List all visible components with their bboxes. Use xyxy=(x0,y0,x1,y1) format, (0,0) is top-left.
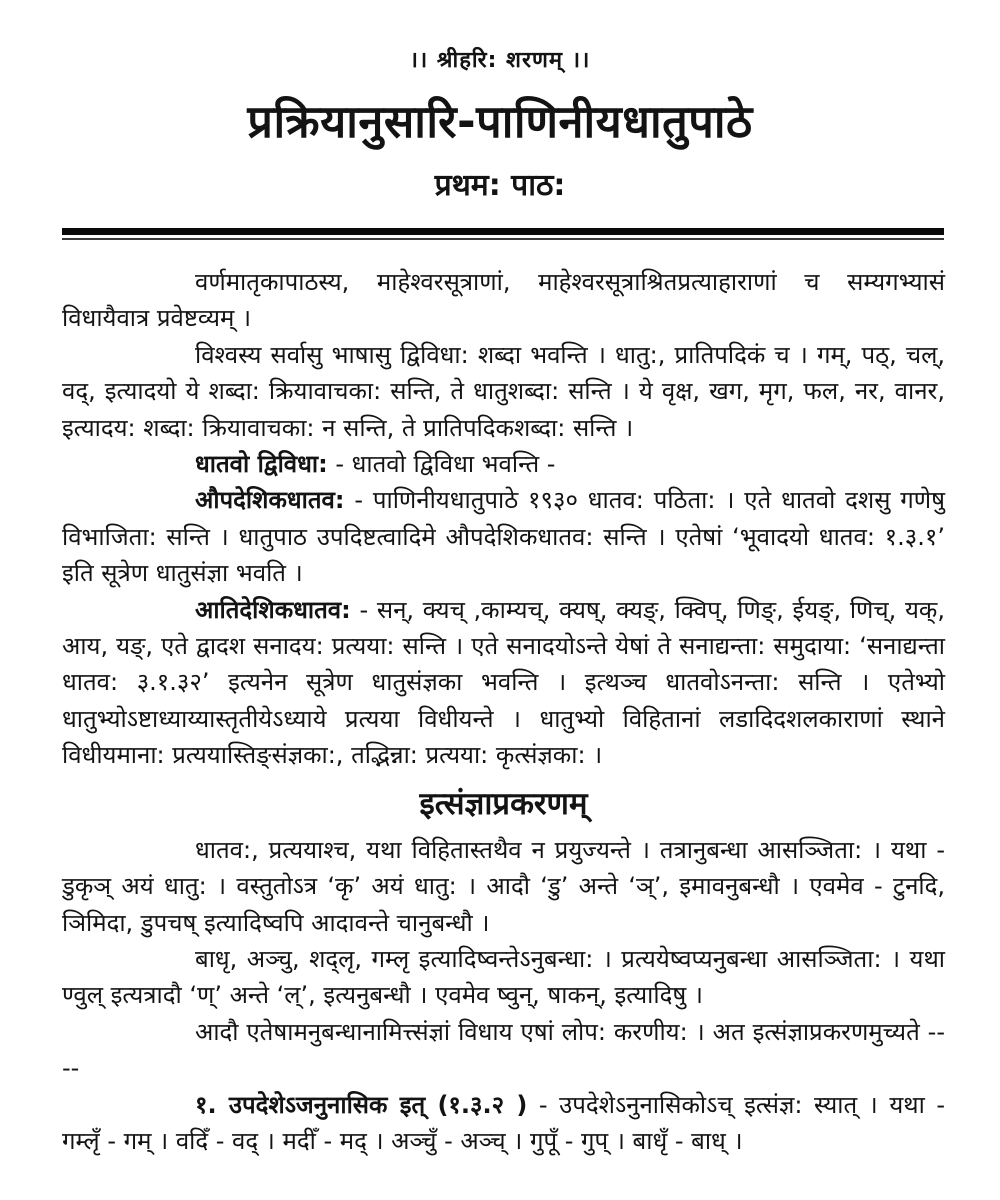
paragraph-lead: १. उपदेशेऽजनुनासिक इत् (१.३.२ ) xyxy=(195,1090,528,1119)
paragraph-text: आदौ एतेषामनुबन्धानामित्त्संज्ञां विधाय एषां लोप: करणीय: । अत इत्संज्ञाप्रकरणमुच्यते ---- xyxy=(62,1017,945,1083)
paragraph-text: - उपदेशेऽनुनासिकोऽच् इत्संज्ञ: स्यात् । यथा - गम्लृँ - गम् । वदिँ - वद् । मदीँ - मद् । अञ्चुँ - अञ्च् । गुपूँ - गुप् । बाधृँ - बाध् । xyxy=(62,1090,946,1155)
title-divider xyxy=(62,228,944,240)
paragraph xyxy=(62,1087,945,1160)
paragraph-lead: आतिदेशिकधातव: xyxy=(195,595,351,624)
paragraph xyxy=(62,446,945,482)
paragraph-text: वर्णमातृकापाठस्य, माहेश्वरसूत्राणां, माहेश्वरसूत्राश्रितप्रत्याहाराणां च सम्यगभ्यासं विधायैवात्र प्रवेष्टव्यम् । xyxy=(62,268,945,333)
lesson-subtitle: प्रथम: पाठ: xyxy=(434,168,566,203)
divider-thin-line xyxy=(62,238,944,240)
paragraph xyxy=(62,941,945,1014)
paragraph-text: विश्वस्य सर्वासु भाषासु द्विविधा: शब्दा भवन्ति । धातु:, प्रातिपदिकं च । गम्, पठ्, चल्, वद्, इत्यादयो ये शब्दा: क्रियावाचका: सन्ति, ते धातुशब्दा: सन्ति । ये वृक्ष, खग, मृग, फल, नर, वानर, इत्यादय: शब्दा: क्रियावाचका: न सन्ति, ते प्रातिपदिकशब्दा: सन्ति । xyxy=(62,340,945,442)
paragraph-text: - पाणिनीयधातुपाठे १९३० धातव: पठिता: । एते धातवो दशसु गणेषु विभाजिता: सन्ति । धातुपाठ उपदिष्टत्वादिमे औपदेशिकधातव: सन्ति । एतेषां ‘भूवादयो धातव: १.३.१’ इति सूत्रेण धातुसंज्ञा भवति । xyxy=(62,486,945,588)
paragraph xyxy=(62,832,945,941)
paragraph xyxy=(62,264,945,337)
page-title: प्रक्रियानुसारि-पाणिनीयधातुपाठे xyxy=(247,95,753,148)
paragraph-lead: औपदेशिकधातव: xyxy=(195,486,345,515)
paragraph-text: - सन्, क्यच् ,काम्यच्, क्यष्, क्यङ्, क्विप्, णिङ्, ईयङ्, णिच्, यक्, आय, यङ्, एते द्वादश सनादय: प्रत्यया: सन्ति । एते सनादयोऽन्ते येषां ते सनाद्यन्ता: समुदाया: ‘सनाद्यन्ता धातव: ३.१.३२’ इत्यनेन सूत्रेण धातुसंज्ञका भवन्ति । इत्थञ्च धातवोऽनन्ता: सन्ति । एतेभ्यो धातुभ्योऽष्टाध्याय्यास्तृतीयेऽध्याये प्रत्यया विधीयन्ते । धातुभ्यो विहितानां लडादिदशलकाराणां स्थाने विधीयमाना: प्रत्ययास्तिङ्संज्ञका:, तद्भिन्ना: प्रत्यया: कृत्संज्ञका: । xyxy=(62,595,945,770)
divider-thick-line xyxy=(62,228,944,235)
paragraph xyxy=(62,1014,945,1087)
document-body xyxy=(62,264,945,1159)
paragraph-text: बाधृ, अञ्चु, शद्लृ, गम्लृ इत्यादिष्वन्तेऽनुबन्धा: । प्रत्ययेष्वप्यनुबन्धा आसञ्जिता: । यथा ण्वुल् इत्यत्रादौ ‘ण्’ अन्ते ‘ल्’, इत्यनुबन्धौ । एवमेव ष्वुन्, षाकन्, इत्यादिषु । xyxy=(62,944,945,1010)
paragraph-text: - धातवो द्विविधा भवन्ति - xyxy=(327,450,556,479)
paragraph xyxy=(62,592,945,774)
paragraph-text: धातव:, प्रत्ययाश्च, यथा विहितास्तथैव न प्रयुज्यन्ते । तत्रानुबन्धा आसञ्जिता: । यथा - डुकृञ् अयं धातु: । वस्तुतोऽत्र ‘कृ’ अयं धातु: । आदौ ‘डु’ अन्ते ‘ञ्’, इमावनुबन्धौ । एवमेव - टुनदि, ञिमिदा, डुपचष् इत्यादिष्वपि आदावन्ते चानुबन्धौ । xyxy=(62,835,945,937)
invocation: ।। श्रीहरि: शरणम् ।। xyxy=(409,48,591,73)
section-heading: इत्संज्ञाप्रकरणम् xyxy=(419,785,588,822)
paragraph-lead: धातवो द्विविधा: xyxy=(195,450,328,479)
paragraph xyxy=(62,482,945,591)
paragraph xyxy=(62,337,945,446)
